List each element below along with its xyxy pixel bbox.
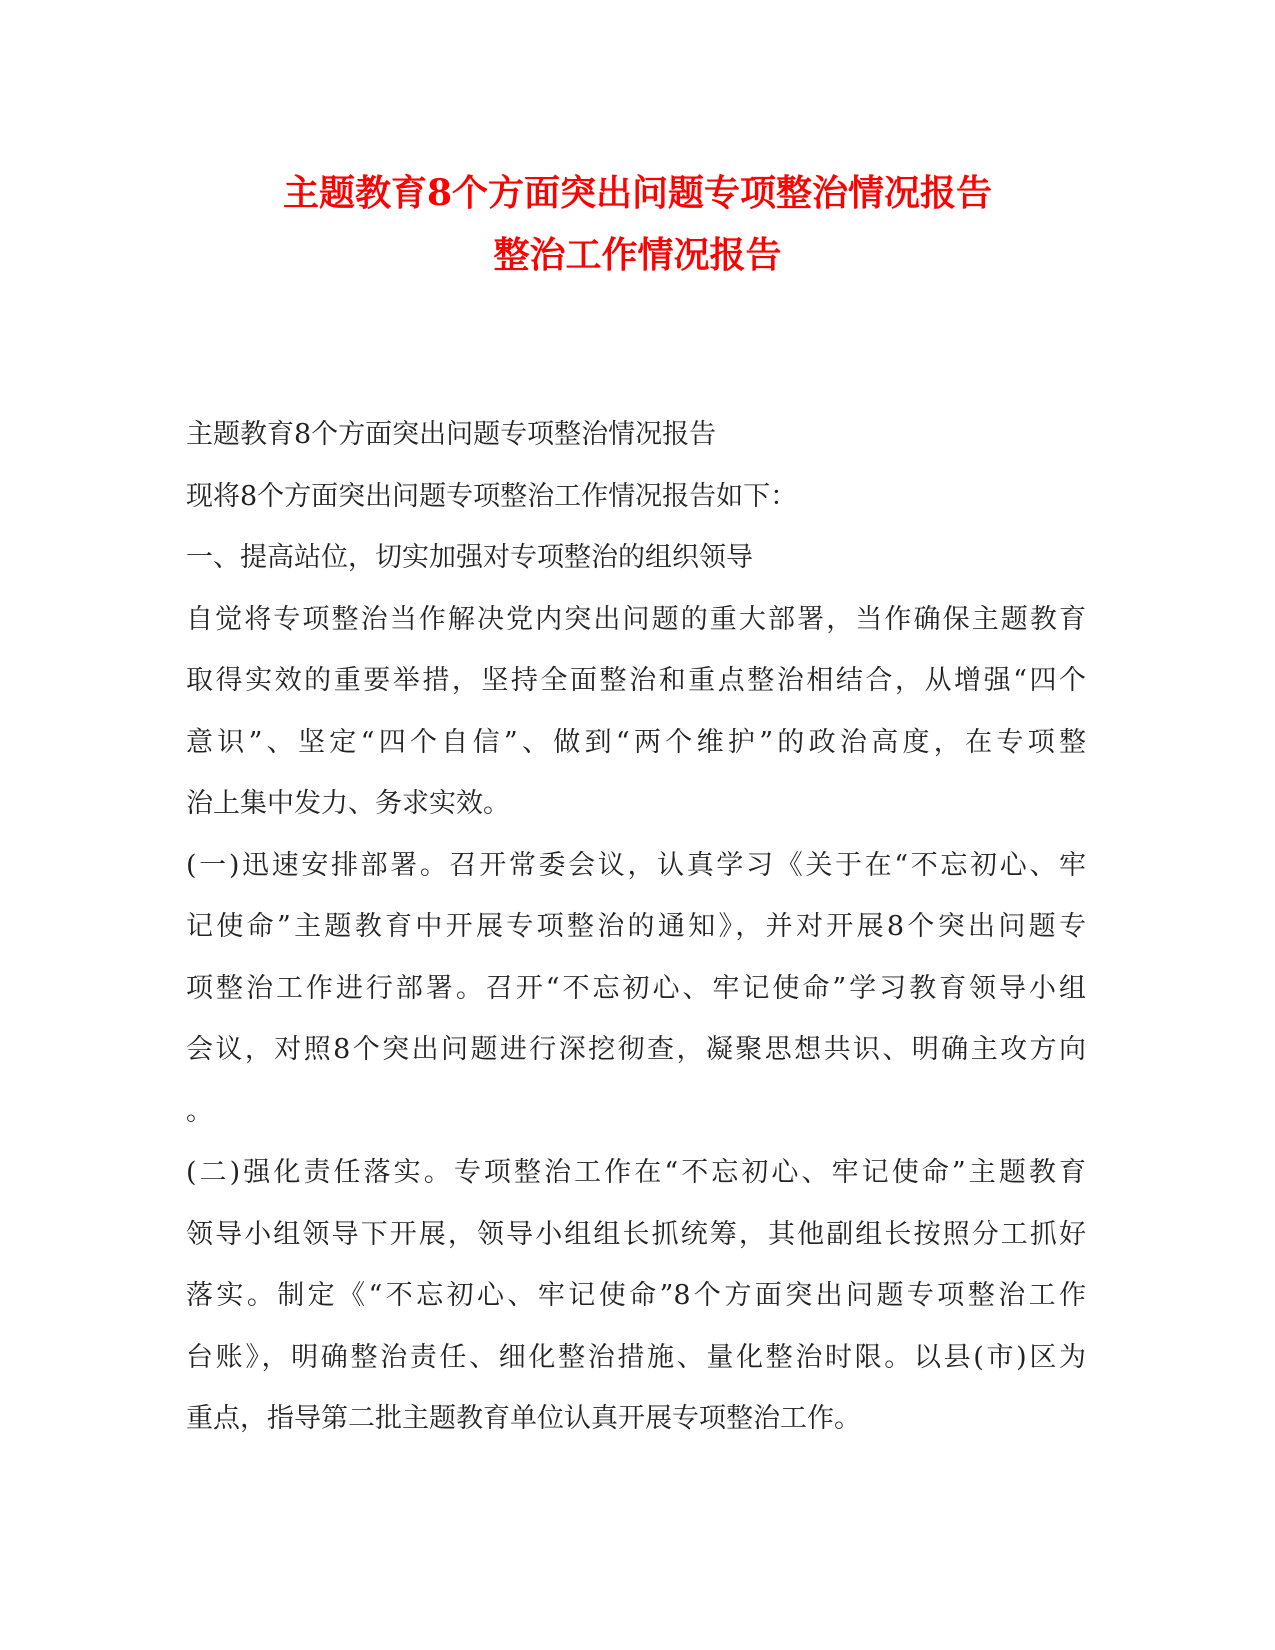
body-line: 落实。制定《“不忘初心、牢记使命”8个方面突出问题专项整治工作	[186, 1280, 1086, 1311]
body-line: 现将8个方面突出问题专项整治工作情况报告如下：	[186, 480, 798, 512]
body-line: 取得实效的重要举措，坚持全面整治和重点整治相结合，从增强“四个	[186, 665, 1086, 696]
body-line: 重点，指导第二批主题教育单位认真开展专项整治工作。	[186, 1403, 861, 1434]
body-line: 项整治工作进行部署。召开“不忘初心、牢记使命”学习教育领导小组	[186, 972, 1086, 1004]
body-line: 。	[186, 1095, 213, 1127]
body-line: 一、提高站位，切实加强对专项整治的组织领导	[186, 542, 753, 573]
body-line: (一)迅速安排部署。召开常委会议，认真学习《关于在“不忘初心、牢	[186, 849, 1086, 881]
title-line-2: 整治工作情况报告	[493, 234, 782, 276]
body-line: 意识”、坚定“四个自信”、做到“两个维护”的政治高度，在专项整	[186, 726, 1086, 758]
body-line: (二)强化责任落实。专项整治工作在“不忘初心、牢记使命”主题教育	[186, 1157, 1086, 1188]
document-body	[186, 404, 1086, 1450]
body-line: 记使命”主题教育中开展专项整治的通知》，并对开展8个突出问题专	[186, 911, 1086, 942]
body-line: 台账》，明确整治责任、细化整治措施、量化整治时限。以县(市)区为	[186, 1341, 1086, 1373]
title-line-1: 主题教育8个方面突出问题专项整治情况报告	[282, 172, 993, 214]
body-line: 主题教育8个方面突出问题专项整治情况报告	[186, 419, 717, 450]
body-line: 会议，对照8个突出问题进行深挖彻查，凝聚思想共识、明确主攻方向	[186, 1034, 1086, 1065]
body-line: 治上集中发力、务求实效。	[186, 788, 510, 819]
body-line: 自觉将专项整治当作解决党内突出问题的重大部署，当作确保主题教育	[186, 603, 1086, 635]
body-line: 领导小组领导下开展，领导小组组长抓统筹，其他副组长按照分工抓好	[186, 1218, 1086, 1250]
document-title	[0, 162, 1275, 286]
